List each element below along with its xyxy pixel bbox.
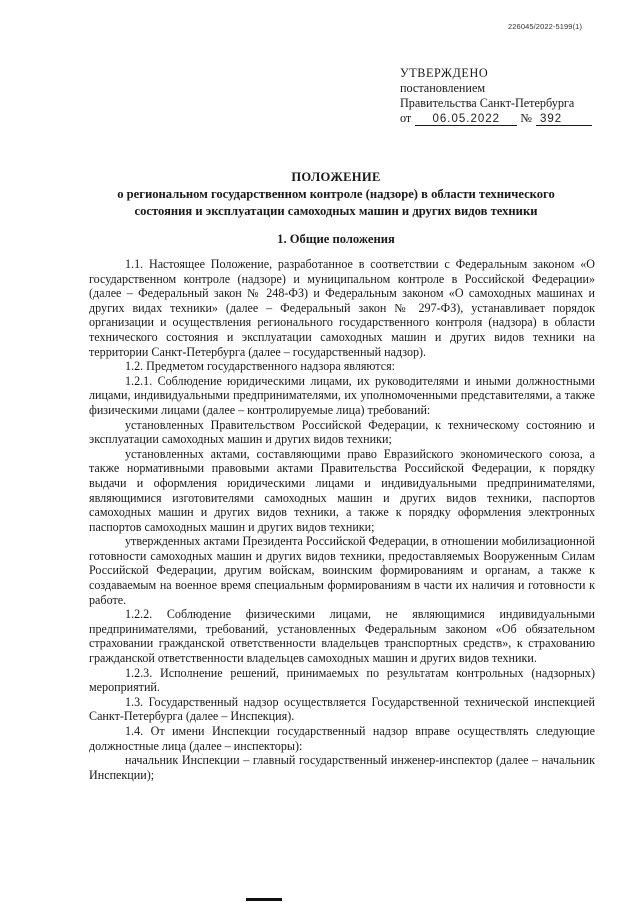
document-code: 226045/2022-5199(1) <box>508 22 583 31</box>
paragraph: утвержденных актами Президента Российской Федерации, в отношении мобилизационной готовности самоходных машин и других видов техники, предоставляемых Вооруженным Силам Российской Федерации, другим войскам, воинским формированиям и органам, а также к создаваемым на военное время специальным формированиям в части их наличия и готовности к работе. <box>89 534 595 607</box>
approval-line-2: Правительства Санкт-Петербурга <box>400 96 575 110</box>
approval-from-label: от <box>400 111 412 125</box>
paragraph: 1.1. Настоящее Положение, разработанное в соответствии с Федеральным законом «О государственном контроле (надзоре) и муниципальном контроле в Российской Федерации» (далее – Федеральный закон № 248-ФЗ) и Федеральным законом «О самоходных машинах и других видах техники» (далее – Федеральный закон № 297-ФЗ), устанавливает порядок организации и осуществления регионального государственного контроля (надзора) в области технического состояния и эксплуатации самоходных машин и других видов техники на территории Санкт-Петербурга (далее – государственный надзор). <box>89 257 595 359</box>
paragraph: установленных Правительством Российской Федерации, к техническому состоянию и эксплуатации самоходных машин и других видов техники; <box>89 417 595 447</box>
paragraph: начальник Инспекции – главный государственный инженер-инспектор (далее – начальник Инспекции); <box>89 753 595 782</box>
paragraph: установленных актами, составляющими право Евразийского экономического союза, а также нормативными правовыми актами Правительства Российской Федерации, к порядку выдачи и оформления юридическими лицами и индивидуальными предпринимателями, являющимися изготовителями самоходных машин и других видов техники, паспортов самоходных машин и других видов техники, а также к порядку оформления электронных паспортов самоходных машин и других видов техники; <box>89 446 595 534</box>
title-line-2: о региональном государственном контроле (надзоре) в области технического <box>117 187 555 201</box>
approval-number-label: № <box>520 111 532 125</box>
approval-line-1: постановлением <box>400 81 486 95</box>
approval-number: 392 <box>536 113 592 126</box>
section-heading: 1. Общие положения <box>277 232 395 246</box>
approval-date-number-line <box>400 111 615 126</box>
title-line-3: состояния и эксплуатации самоходных машин и других видов техники <box>134 204 538 218</box>
paragraph: 1.2. Предметом государственного надзора являются: <box>125 359 396 374</box>
approval-date: 06.05.2022 <box>415 113 517 126</box>
document-body <box>89 257 595 782</box>
title-line-1: ПОЛОЖЕНИЕ <box>291 170 381 184</box>
paragraph: 1.4. От имени Инспекции государственный надзор вправе осуществлять следующие должностные лица (далее – инспекторы): <box>89 724 595 753</box>
paragraph: 1.2.3. Исполнение решений, принимаемых по результатам контрольных (надзорных) мероприятий. <box>89 665 595 695</box>
document-title <box>90 169 582 220</box>
paragraph: 1.2.2. Соблюдение физическими лицами, не являющимися индивидуальными предпринимателями, требований, установленных Федеральным законом «Об обязательном страховании гражданской ответственности владельцев транспортных средств», к страхованию гражданской ответственности владельцев самоходных машин и других видов техники. <box>89 607 595 666</box>
paragraph: 1.2.1. Соблюдение юридическими лицами, их руководителями и иными должностными лицами, индивидуальными предпринимателями, их уполномоченными представителями, а также физическими лицами (далее – контролируемые лица) требований: <box>89 373 595 417</box>
page-bottom-mark <box>246 898 282 901</box>
approval-block <box>400 66 615 126</box>
approval-title: УТВЕРЖДЕНО <box>400 66 489 80</box>
paragraph: 1.3. Государственный надзор осуществляется Государственной технической инспекцией Санкт-Петербурга (далее – Инспекция). <box>89 694 595 724</box>
